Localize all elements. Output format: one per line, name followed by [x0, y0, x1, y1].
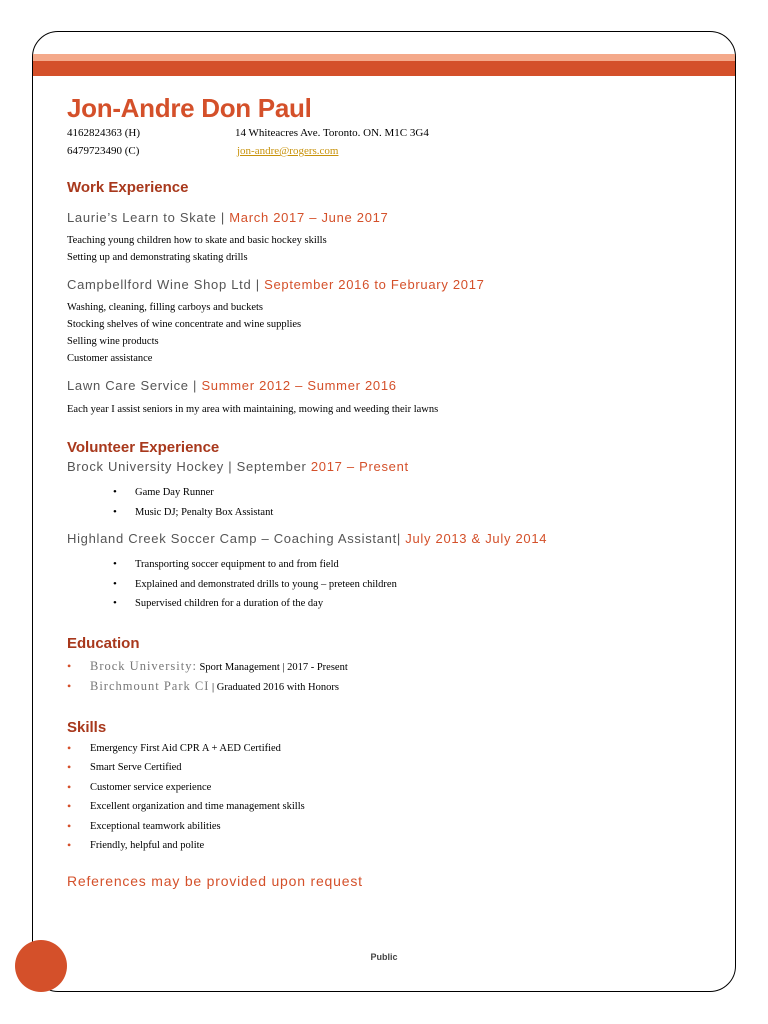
list-item: • Excellent organization and time management skills [67, 797, 727, 817]
volunteer-dates: July 2013 & July 2014 [405, 531, 548, 546]
job-duty: Each year I assist seniors in my area with maintaining, mowing and weeding their lawns [67, 404, 439, 415]
volunteer-separator: | September [228, 459, 311, 474]
education-item [67, 677, 727, 698]
list-item: • Customer service experience [67, 778, 727, 798]
volunteer-org: Brock University Hockey [67, 459, 229, 474]
volunteer-separator: | [396, 531, 406, 546]
job-employer: Campbellford Wine Shop Ltd [67, 277, 252, 292]
education-item [67, 657, 727, 678]
job-dates: September 2016 to February 2017 [264, 277, 485, 292]
volunteer-duties-list [67, 483, 727, 522]
volunteer-org: Highland Creek Soccer Camp – Coaching Assistant [67, 531, 397, 546]
phone-cell: 6479723490 (C) [67, 145, 140, 157]
job-duty: Washing, cleaning, filling carboys and buckets [67, 302, 263, 313]
job-title [67, 209, 727, 227]
education-heading: Education [67, 634, 140, 652]
school-name: Brock University: [90, 658, 197, 673]
education-detail: Sport Management | 2017 - Present [196, 661, 348, 673]
skills-list [67, 739, 727, 856]
list-item: • Explained and demonstrated drills to young – preteen children [67, 575, 727, 595]
header-band-dark [33, 61, 735, 76]
job-separator: | [216, 210, 230, 225]
job-separator: | [193, 378, 202, 393]
volunteer-dates: 2017 – Present [310, 459, 409, 474]
resume-content [67, 92, 727, 891]
job-duty: Setting up and demonstrating skating drills [67, 252, 248, 263]
list-item: • Transporting soccer equipment to and from field [67, 555, 727, 575]
decorative-circle [15, 940, 67, 992]
list-item: • Game Day Runner [67, 483, 727, 503]
job-duty: Selling wine products [67, 336, 159, 347]
resume-name: Jon-Andre Don Paul [67, 93, 312, 123]
list-item: • Smart Serve Certified [67, 758, 727, 778]
list-item: • Friendly, helpful and polite [67, 836, 727, 856]
job-title [67, 377, 727, 395]
education-detail: | Graduated 2016 with Honors [209, 682, 339, 693]
work-experience-heading: Work Experience [67, 179, 189, 196]
address: 14 Whiteacres Ave. Toronto. ON. M1C 3G4 [235, 127, 429, 139]
job-duty: Stocking shelves of wine concentrate and wine supplies [67, 319, 302, 330]
volunteer-experience-heading: Volunteer Experience [67, 439, 220, 456]
volunteer-role-title [67, 530, 727, 548]
list-item: • Exceptional teamwork abilities [67, 817, 727, 837]
list-item: • Music DJ; Penalty Box Assistant [67, 503, 727, 523]
job-title [67, 276, 727, 294]
volunteer-duties-list [67, 555, 727, 614]
job-separator: | [251, 277, 265, 292]
phone-home: 4162824363 (H) [67, 127, 141, 139]
job-dates: March 2017 – June 2017 [229, 210, 389, 225]
list-item: • Emergency First Aid CPR A + AED Certified [67, 739, 727, 759]
school-name: Birchmount Park CI [90, 679, 210, 693]
job-duty: Teaching young children how to skate and basic hockey skills [67, 235, 327, 246]
volunteer-role-title [67, 458, 727, 476]
footer-classification: Public [370, 952, 398, 962]
skills-heading: Skills [67, 718, 107, 736]
job-employer: Laurie’s Learn to Skate [67, 210, 217, 225]
list-item: • Supervised children for a duration of the day [67, 594, 727, 614]
job-dates: Summer 2012 – Summer 2016 [201, 378, 397, 393]
email-link[interactable]: jon-andre@rogers.com [237, 145, 339, 157]
contact-info [67, 124, 727, 160]
education-list [67, 657, 727, 698]
job-employer: Lawn Care Service [67, 378, 194, 393]
job-duty: Customer assistance [67, 353, 153, 364]
references-note: References may be provided upon request [67, 872, 363, 889]
